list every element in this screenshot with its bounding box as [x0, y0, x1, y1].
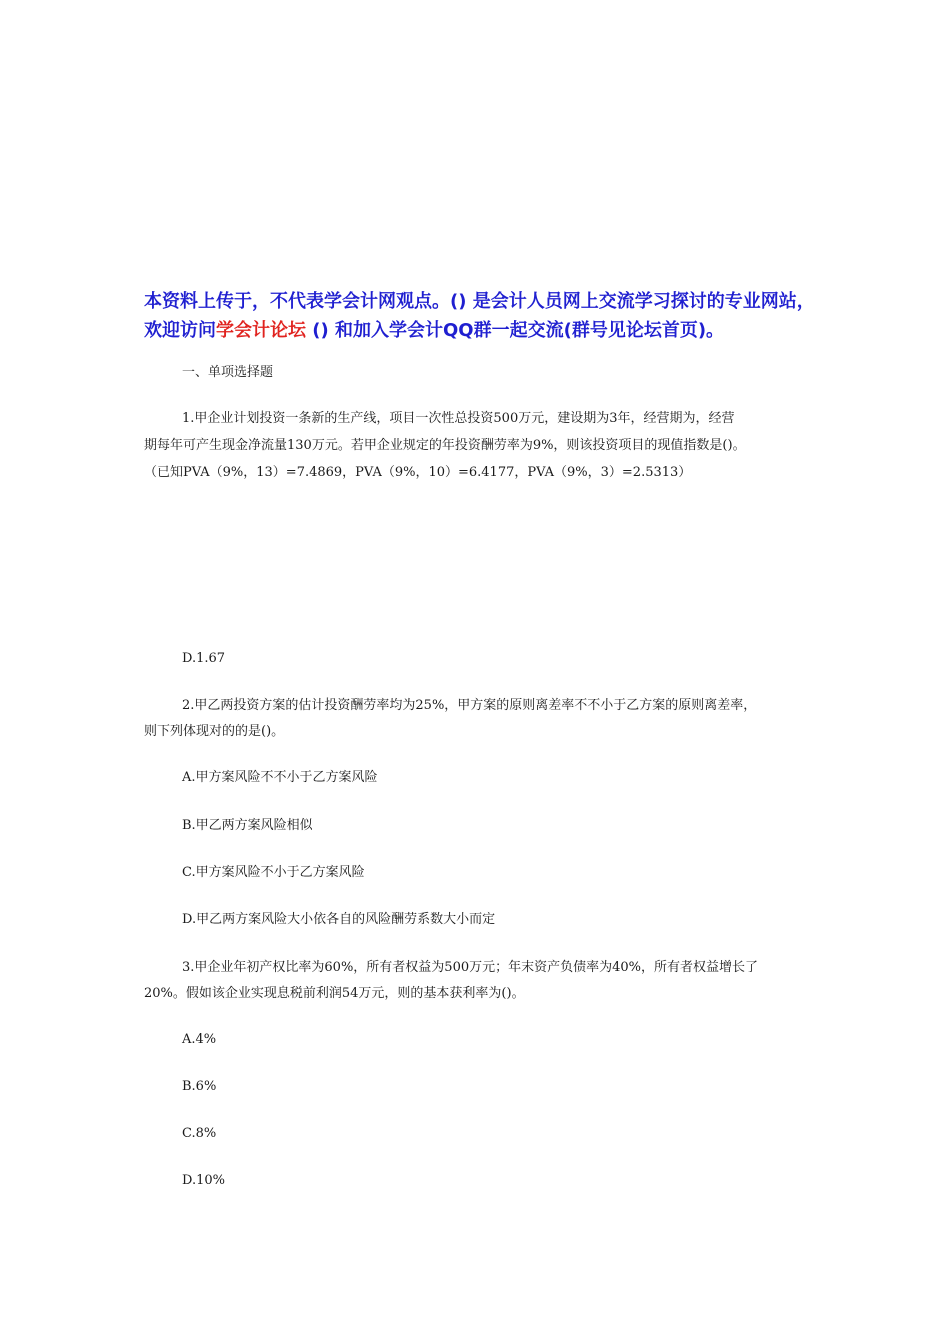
- banner-text-1: 本资料上传于，不代表学会计网观点。() 是会计人员网上交流学习探讨的专业网站，欢迎访问: [144, 291, 815, 341]
- question-1-line-3: （已知PVA（9%，13）=7.4869，PVA（9%，10）=6.4177，PVA（9%，3）=2.5313）: [144, 465, 692, 480]
- question-3-option-d: D.10%: [182, 1173, 225, 1188]
- question-3-option-b: B.6%: [182, 1079, 217, 1094]
- question-3-option-a: A.4%: [182, 1032, 217, 1047]
- forum-link[interactable]: 学会计论坛: [216, 320, 306, 341]
- question-1-option-d: D.1.67: [182, 651, 226, 666]
- banner-text-2: () 和加入学会计QQ群一起交流(群号见论坛首页)。: [306, 320, 725, 341]
- question-2-option-a: A.甲方案风险不不小于乙方案风险: [182, 770, 378, 785]
- question-3-line-1: 3.甲企业年初产权比率为60%，所有者权益为500万元；年末资产负债率为40%，所有者权益增长了: [182, 960, 759, 975]
- site-banner: [144, 287, 824, 345]
- question-3-option-c: C.8%: [182, 1126, 217, 1141]
- question-2-line-1: 2.甲乙两投资方案的估计投资酬劳率均为25%，甲方案的原则离差率不不小于乙方案的原则离差率，: [182, 698, 757, 713]
- question-1-line-2: 期每年可产生现金净流量130万元。若甲企业规定的年投资酬劳率为9%，则该投资项目的现值指数是()。: [144, 438, 746, 453]
- section-title: 一、单项选择题: [182, 365, 274, 380]
- question-2-option-c: C.甲方案风险不小于乙方案风险: [182, 865, 365, 880]
- question-2-option-b: B.甲乙两方案风险相似: [182, 818, 313, 833]
- question-3-line-2: 20%。假如该企业实现息税前利润54万元，则的基本获利率为()。: [144, 986, 525, 1001]
- question-2-option-d: D.甲乙两方案风险大小依各自的风险酬劳系数大小而定: [182, 912, 496, 927]
- question-2-line-2: 则下列体现对的的是()。: [144, 724, 285, 739]
- question-1: [144, 405, 824, 486]
- question-1-line-1: 1.甲企业计划投资一条新的生产线，项目一次性总投资500万元，建设期为3年，经营期为，经营: [182, 411, 735, 426]
